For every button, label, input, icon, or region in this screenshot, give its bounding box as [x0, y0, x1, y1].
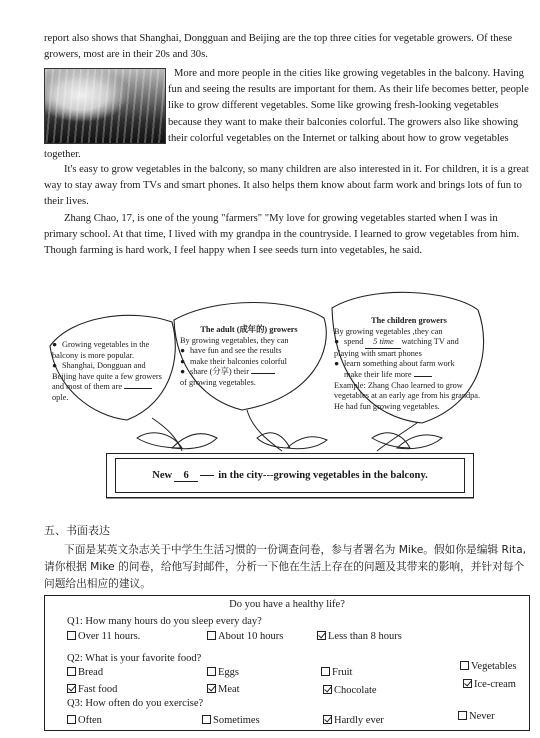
- children-growers-title: The children growers: [371, 316, 447, 325]
- survey-option-label: Bread: [78, 667, 104, 678]
- section-title: 五、书面表达: [44, 524, 110, 537]
- checkbox-icon[interactable]: [207, 684, 216, 693]
- survey-option[interactable]: [463, 679, 516, 690]
- checkbox-icon[interactable]: [463, 679, 472, 688]
- survey-option[interactable]: [317, 631, 402, 642]
- article-paragraph-1: report also shows that Shanghai, Dongguan and Beijing are the top three cities for vegetable growers. Of these growers, most are in their 20s and 30s.: [44, 33, 513, 61]
- survey-option-label: Fruit: [332, 667, 353, 678]
- survey-option[interactable]: [207, 684, 240, 695]
- survey-option[interactable]: [67, 631, 140, 642]
- checkbox-icon[interactable]: [207, 667, 216, 676]
- survey-option-label: Hardly ever: [334, 715, 384, 726]
- survey-option-label: Eggs: [218, 667, 239, 678]
- checkbox-icon[interactable]: [207, 631, 216, 640]
- checkbox-icon[interactable]: [67, 667, 76, 676]
- survey-option[interactable]: [202, 715, 260, 726]
- survey-option[interactable]: [460, 661, 516, 672]
- survey-option-label: Often: [78, 715, 102, 726]
- left-leaf-text: ● Growing vegetables in the balcony is more popular. ● Shanghai, Dongguan and Beijing have quite a few growers and most of them are ople.: [52, 340, 162, 402]
- survey-q1: Q1: How many hours do you sleep every day?: [67, 616, 262, 627]
- adult-growers-leaf-text: The adult (成年的) growers By growing vegetables, they can ● have fun and see the results ● make their balconies colorful ● share (分享) their of growing vegetables.: [180, 325, 298, 387]
- survey-option[interactable]: [67, 667, 103, 678]
- survey-option[interactable]: [323, 685, 377, 696]
- checkbox-icon[interactable]: [202, 715, 211, 724]
- checkbox-icon[interactable]: [67, 684, 76, 693]
- article-paragraph-4: Zhang Chao, 17, is one of the young "farmers" "My love for growing vegetables started when I was in primary school. At that time, I lived with my grandpa in the countryside. I learned to grow vegetables from him. Though farming is hard work, I feel happy when I see seeds turn into vegetables, he said.: [44, 213, 520, 257]
- checkbox-icon[interactable]: [67, 715, 76, 724]
- survey-option-label: Over 11 hours.: [78, 631, 141, 642]
- survey-option[interactable]: [207, 631, 283, 642]
- survey-option[interactable]: [458, 711, 495, 722]
- survey-option-label: Never: [469, 711, 495, 722]
- article-paragraph-2-text: More and more people in the cities like growing vegetables in the balcony. Having fun and seeing the results are important for them. As their life becomes better, people like to grow different vegetables. Some like growing fresh-looking vegetables because they want to make their balconies colorful. The growers also like showing their colorful vegetables on the Internet or talking about how to grow vegetables together.: [44, 68, 529, 161]
- survey-option-label: Vegetables: [471, 661, 517, 672]
- survey-option-label: About 10 hours: [218, 631, 284, 642]
- adult-growers-title: The adult (成年的) growers: [200, 325, 298, 334]
- checkbox-icon[interactable]: [458, 711, 467, 720]
- survey-option-label: Less than 8 hours: [328, 631, 402, 642]
- banner-blank-number: 6: [174, 470, 198, 482]
- survey-option[interactable]: [323, 715, 384, 726]
- survey-q3: Q3: How often do you exercise?: [67, 698, 204, 709]
- survey-option-label: Ice-cream: [474, 679, 516, 690]
- survey-option[interactable]: [207, 667, 239, 678]
- survey-option[interactable]: [67, 684, 117, 695]
- checkbox-icon[interactable]: [67, 631, 76, 640]
- survey-title: Do you have a healthy life?: [229, 599, 345, 610]
- article-paragraph-2: [44, 66, 530, 163]
- vegetable-growers-diagram: [42, 288, 526, 513]
- photo-spacer: [44, 66, 168, 146]
- survey-option[interactable]: [321, 667, 352, 678]
- banner-text: New 6 in the city---growing vegetables in the balcony.: [115, 458, 465, 493]
- survey-q2: Q2: What is your favorite food?: [67, 653, 202, 664]
- article-paragraph-3: It's easy to grow vegetables in the balcony, so many children are also interested in it. For children, it is a great way to stay away from TVs and smart phones. It also helps them know about farm work and brings lots of fun to their lives.: [44, 164, 529, 208]
- survey-option-label: Chocolate: [334, 685, 377, 696]
- survey-option-label: Meat: [218, 684, 240, 695]
- survey-option-label: Sometimes: [213, 715, 260, 726]
- survey-option-label: Fast food: [78, 684, 118, 695]
- handwritten-answer-5: 5 time: [365, 337, 401, 349]
- children-growers-leaf-text: The children growers By growing vegetables ,they can ● spend 5 time watching TV and playing with smart phones ● learn something about farm work make their life more Example: Zhang Chao learned to grow vegetables at an early age from his grandpa. He had fun growing vegetables.: [334, 316, 481, 411]
- checkbox-icon[interactable]: [323, 715, 332, 724]
- checkbox-icon[interactable]: [321, 667, 330, 676]
- checkbox-icon[interactable]: [323, 685, 332, 694]
- section-instructions: 下面是某英文杂志关于中学生生活习惯的一份调查问卷，参与者署名为 Mike。假如你是编辑 Rita, 请你根据 Mike 的问卷，给他写封邮件，分析一下他在生活上存在的问题及其带来的影响，并针对每个问题给出相应的建议。: [44, 543, 527, 590]
- survey-box: [44, 595, 530, 731]
- survey-option[interactable]: [67, 715, 102, 726]
- checkbox-icon[interactable]: [317, 631, 326, 640]
- checkbox-icon[interactable]: [460, 661, 469, 670]
- title-banner: [106, 453, 474, 498]
